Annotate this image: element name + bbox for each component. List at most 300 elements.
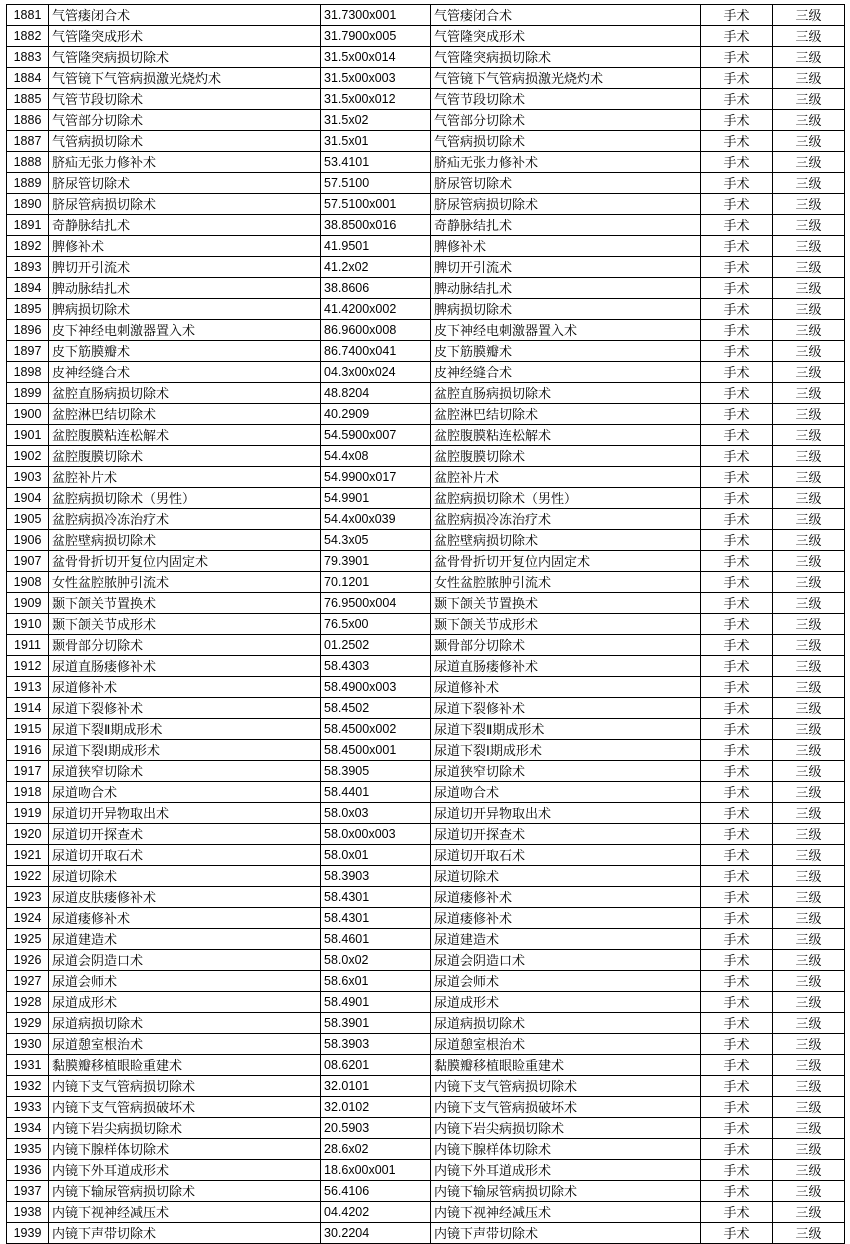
surgery-level-cell: 三级 (773, 719, 845, 740)
table-row (7, 614, 845, 635)
surgery-code-cell: 58.4900x003 (321, 677, 431, 698)
surgery-level-cell: 三级 (773, 488, 845, 509)
table-row (7, 215, 845, 236)
surgery-level-cell: 三级 (773, 1013, 845, 1034)
surgery-level-cell: 三级 (773, 1055, 845, 1076)
row-index-cell: 1893 (7, 257, 49, 278)
surgery-alias-cell: 气管部分切除术 (431, 110, 701, 131)
surgery-name-cell: 气管部分切除术 (49, 110, 321, 131)
surgery-alias-cell: 盆腔腹膜切除术 (431, 446, 701, 467)
surgery-code-cell: 31.5x02 (321, 110, 431, 131)
surgery-type-cell: 手术 (701, 1076, 773, 1097)
surgery-alias-cell: 颞下颌关节成形术 (431, 614, 701, 635)
row-index-cell: 1914 (7, 698, 49, 719)
surgery-alias-cell: 皮神经缝合术 (431, 362, 701, 383)
surgery-code-cell: 56.4106 (321, 1181, 431, 1202)
surgery-code-cell: 28.6x02 (321, 1139, 431, 1160)
surgery-level-cell: 三级 (773, 614, 845, 635)
surgery-level-cell: 三级 (773, 761, 845, 782)
row-index-cell: 1927 (7, 971, 49, 992)
surgery-type-cell: 手术 (701, 530, 773, 551)
surgery-code-cell: 58.0x02 (321, 950, 431, 971)
surgery-level-cell: 三级 (773, 341, 845, 362)
surgery-type-cell: 手术 (701, 236, 773, 257)
surgery-code-cell: 58.4401 (321, 782, 431, 803)
surgery-name-cell: 内镜下岩尖病损切除术 (49, 1118, 321, 1139)
surgery-alias-cell: 尿道成形术 (431, 992, 701, 1013)
surgery-type-cell: 手术 (701, 278, 773, 299)
surgery-code-cell: 57.5100x001 (321, 194, 431, 215)
table-row (7, 173, 845, 194)
surgery-level-cell: 三级 (773, 824, 845, 845)
row-index-cell: 1898 (7, 362, 49, 383)
surgery-alias-cell: 盆腔病损切除术（男性） (431, 488, 701, 509)
surgery-alias-cell: 气管病损切除术 (431, 131, 701, 152)
surgery-level-cell: 三级 (773, 551, 845, 572)
surgery-name-cell: 盆腔腹膜粘连松解术 (49, 425, 321, 446)
surgery-type-cell: 手术 (701, 215, 773, 236)
surgery-level-cell: 三级 (773, 1181, 845, 1202)
surgery-name-cell: 气管病损切除术 (49, 131, 321, 152)
surgery-name-cell: 脐尿管病损切除术 (49, 194, 321, 215)
surgery-alias-cell: 脐尿管病损切除术 (431, 194, 701, 215)
row-index-cell: 1933 (7, 1097, 49, 1118)
surgery-name-cell: 尿道皮肤瘘修补术 (49, 887, 321, 908)
surgery-type-cell: 手术 (701, 614, 773, 635)
surgery-code-cell: 31.5x00x012 (321, 89, 431, 110)
surgery-code-cell: 76.9500x004 (321, 593, 431, 614)
surgery-alias-cell: 尿道吻合术 (431, 782, 701, 803)
surgery-level-cell: 三级 (773, 908, 845, 929)
surgery-code-cell: 54.5900x007 (321, 425, 431, 446)
surgery-alias-cell: 脐尿管切除术 (431, 173, 701, 194)
surgery-alias-cell: 盆腔补片术 (431, 467, 701, 488)
surgery-name-cell: 脾病损切除术 (49, 299, 321, 320)
surgery-alias-cell: 尿道病损切除术 (431, 1013, 701, 1034)
surgery-code-cell: 18.6x00x001 (321, 1160, 431, 1181)
surgery-alias-cell: 内镜下支气管病损破坏术 (431, 1097, 701, 1118)
surgery-level-cell: 三级 (773, 173, 845, 194)
row-index-cell: 1900 (7, 404, 49, 425)
surgery-level-cell: 三级 (773, 803, 845, 824)
surgery-name-cell: 脾修补术 (49, 236, 321, 257)
surgery-name-cell: 女性盆腔脓肿引流术 (49, 572, 321, 593)
table-row (7, 824, 845, 845)
table-row (7, 1055, 845, 1076)
surgery-name-cell: 盆腔壁病损切除术 (49, 530, 321, 551)
row-index-cell: 1897 (7, 341, 49, 362)
surgery-code-cell: 40.2909 (321, 404, 431, 425)
surgery-name-cell: 奇静脉结扎术 (49, 215, 321, 236)
surgery-level-cell: 三级 (773, 782, 845, 803)
surgery-alias-cell: 尿道憩室根治术 (431, 1034, 701, 1055)
surgery-level-cell: 三级 (773, 320, 845, 341)
table-row (7, 656, 845, 677)
table-row (7, 320, 845, 341)
surgery-name-cell: 盆腔腹膜切除术 (49, 446, 321, 467)
surgery-name-cell: 尿道下裂Ⅱ期成形术 (49, 719, 321, 740)
surgery-code-cell: 54.4x08 (321, 446, 431, 467)
table-row (7, 992, 845, 1013)
surgery-alias-cell: 盆腔病损冷冻治疗术 (431, 509, 701, 530)
surgery-level-cell: 三级 (773, 1223, 845, 1244)
surgery-code-cell: 58.4901 (321, 992, 431, 1013)
table-row (7, 1202, 845, 1223)
surgery-alias-cell: 尿道修补术 (431, 677, 701, 698)
surgery-alias-cell: 内镜下声带切除术 (431, 1223, 701, 1244)
table-row (7, 47, 845, 68)
table-row (7, 929, 845, 950)
surgery-level-cell: 三级 (773, 572, 845, 593)
surgery-alias-cell: 盆腔直肠病损切除术 (431, 383, 701, 404)
surgery-name-cell: 尿道吻合术 (49, 782, 321, 803)
surgery-level-cell: 三级 (773, 446, 845, 467)
row-index-cell: 1883 (7, 47, 49, 68)
surgery-type-cell: 手术 (701, 1139, 773, 1160)
surgery-alias-cell: 盆腔腹膜粘连松解术 (431, 425, 701, 446)
row-index-cell: 1921 (7, 845, 49, 866)
table-row (7, 1076, 845, 1097)
row-index-cell: 1915 (7, 719, 49, 740)
surgery-name-cell: 颞下颌关节置换术 (49, 593, 321, 614)
surgery-type-cell: 手术 (701, 362, 773, 383)
row-index-cell: 1896 (7, 320, 49, 341)
surgery-name-cell: 内镜下输尿管病损切除术 (49, 1181, 321, 1202)
surgery-name-cell: 盆腔病损切除术（男性） (49, 488, 321, 509)
surgery-code-cell: 57.5100 (321, 173, 431, 194)
surgery-level-cell: 三级 (773, 362, 845, 383)
surgery-name-cell: 气管隆突病损切除术 (49, 47, 321, 68)
table-row (7, 194, 845, 215)
row-index-cell: 1894 (7, 278, 49, 299)
surgery-level-cell: 三级 (773, 698, 845, 719)
table-row (7, 551, 845, 572)
surgery-name-cell: 气管镜下气管病损激光烧灼术 (49, 68, 321, 89)
table-row (7, 236, 845, 257)
row-index-cell: 1904 (7, 488, 49, 509)
surgery-type-cell: 手术 (701, 950, 773, 971)
surgery-type-cell: 手术 (701, 992, 773, 1013)
row-index-cell: 1926 (7, 950, 49, 971)
row-index-cell: 1892 (7, 236, 49, 257)
surgery-name-cell: 尿道建造术 (49, 929, 321, 950)
surgery-code-cell: 58.3901 (321, 1013, 431, 1034)
surgery-name-cell: 盆腔淋巴结切除术 (49, 404, 321, 425)
row-index-cell: 1937 (7, 1181, 49, 1202)
row-index-cell: 1909 (7, 593, 49, 614)
table-row (7, 1139, 845, 1160)
surgery-type-cell: 手术 (701, 677, 773, 698)
surgery-type-cell: 手术 (701, 908, 773, 929)
surgery-level-cell: 三级 (773, 1076, 845, 1097)
surgery-level-cell: 三级 (773, 1139, 845, 1160)
surgery-alias-cell: 内镜下视神经减压术 (431, 1202, 701, 1223)
table-row (7, 1013, 845, 1034)
surgery-level-cell: 三级 (773, 257, 845, 278)
row-index-cell: 1889 (7, 173, 49, 194)
surgery-level-cell: 三级 (773, 635, 845, 656)
surgery-code-cell: 58.0x00x003 (321, 824, 431, 845)
surgery-level-cell: 三级 (773, 530, 845, 551)
surgery-type-cell: 手术 (701, 1223, 773, 1244)
surgery-code-cell: 41.2x02 (321, 257, 431, 278)
row-index-cell: 1938 (7, 1202, 49, 1223)
surgery-alias-cell: 皮下筋膜瓣术 (431, 341, 701, 362)
surgery-alias-cell: 内镜下腺样体切除术 (431, 1139, 701, 1160)
surgery-level-cell: 三级 (773, 236, 845, 257)
surgery-name-cell: 尿道切开取石术 (49, 845, 321, 866)
table-row (7, 404, 845, 425)
surgery-alias-cell: 盆腔壁病损切除术 (431, 530, 701, 551)
surgery-name-cell: 气管瘘闭合术 (49, 5, 321, 26)
surgery-code-cell: 58.6x01 (321, 971, 431, 992)
row-index-cell: 1929 (7, 1013, 49, 1034)
row-index-cell: 1918 (7, 782, 49, 803)
surgery-alias-cell: 脐疝无张力修补术 (431, 152, 701, 173)
row-index-cell: 1924 (7, 908, 49, 929)
surgery-code-cell: 04.3x00x024 (321, 362, 431, 383)
surgery-type-cell: 手术 (701, 635, 773, 656)
surgery-type-cell: 手术 (701, 299, 773, 320)
table-row (7, 761, 845, 782)
surgery-type-cell: 手术 (701, 1160, 773, 1181)
surgery-code-cell: 41.4200x002 (321, 299, 431, 320)
surgery-type-cell: 手术 (701, 656, 773, 677)
surgery-code-cell: 54.9900x017 (321, 467, 431, 488)
surgery-code-cell: 58.4500x002 (321, 719, 431, 740)
table-row (7, 1160, 845, 1181)
surgery-type-cell: 手术 (701, 824, 773, 845)
surgery-code-cell: 08.6201 (321, 1055, 431, 1076)
row-index-cell: 1920 (7, 824, 49, 845)
surgery-name-cell: 气管节段切除术 (49, 89, 321, 110)
table-row (7, 446, 845, 467)
surgery-code-cell: 31.5x01 (321, 131, 431, 152)
surgery-alias-cell: 内镜下外耳道成形术 (431, 1160, 701, 1181)
surgery-type-cell: 手术 (701, 509, 773, 530)
table-row (7, 719, 845, 740)
table-row (7, 152, 845, 173)
surgery-code-cell: 20.5903 (321, 1118, 431, 1139)
row-index-cell: 1925 (7, 929, 49, 950)
surgery-type-cell: 手术 (701, 320, 773, 341)
surgery-code-cell: 32.0101 (321, 1076, 431, 1097)
surgery-type-cell: 手术 (701, 5, 773, 26)
surgery-name-cell: 内镜下外耳道成形术 (49, 1160, 321, 1181)
surgery-code-cell: 58.0x03 (321, 803, 431, 824)
surgery-name-cell: 盆腔补片术 (49, 467, 321, 488)
table-row (7, 866, 845, 887)
row-index-cell: 1902 (7, 446, 49, 467)
row-index-cell: 1934 (7, 1118, 49, 1139)
surgery-level-cell: 三级 (773, 866, 845, 887)
row-index-cell: 1881 (7, 5, 49, 26)
table-row (7, 1097, 845, 1118)
table-row (7, 425, 845, 446)
surgery-type-cell: 手术 (701, 47, 773, 68)
row-index-cell: 1913 (7, 677, 49, 698)
row-index-cell: 1928 (7, 992, 49, 1013)
row-index-cell: 1899 (7, 383, 49, 404)
surgery-code-cell: 01.2502 (321, 635, 431, 656)
table-row (7, 1118, 845, 1139)
surgery-code-cell: 79.3901 (321, 551, 431, 572)
surgery-name-cell: 盆骨骨折切开复位内固定术 (49, 551, 321, 572)
table-row (7, 950, 845, 971)
surgery-alias-cell: 盆骨骨折切开复位内固定术 (431, 551, 701, 572)
surgery-type-cell: 手术 (701, 1013, 773, 1034)
surgery-code-cell: 54.3x05 (321, 530, 431, 551)
surgery-code-cell: 04.4202 (321, 1202, 431, 1223)
row-index-cell: 1911 (7, 635, 49, 656)
surgery-type-cell: 手术 (701, 887, 773, 908)
table-row (7, 110, 845, 131)
row-index-cell: 1923 (7, 887, 49, 908)
surgery-type-cell: 手术 (701, 1055, 773, 1076)
surgery-code-cell: 31.5x00x003 (321, 68, 431, 89)
row-index-cell: 1936 (7, 1160, 49, 1181)
surgery-code-cell: 86.7400x041 (321, 341, 431, 362)
surgery-code-cell: 31.7900x005 (321, 26, 431, 47)
table-row (7, 341, 845, 362)
surgery-name-cell: 内镜下视神经减压术 (49, 1202, 321, 1223)
surgery-name-cell: 颞下颌关节成形术 (49, 614, 321, 635)
surgery-level-cell: 三级 (773, 1097, 845, 1118)
table-row (7, 299, 845, 320)
surgery-type-cell: 手术 (701, 740, 773, 761)
table-row (7, 971, 845, 992)
row-index-cell: 1888 (7, 152, 49, 173)
surgery-type-cell: 手术 (701, 173, 773, 194)
table-row (7, 467, 845, 488)
surgery-alias-cell: 内镜下支气管病损切除术 (431, 1076, 701, 1097)
surgery-code-cell: 31.7300x001 (321, 5, 431, 26)
surgery-type-cell: 手术 (701, 257, 773, 278)
surgery-level-cell: 三级 (773, 194, 845, 215)
surgery-name-cell: 尿道病损切除术 (49, 1013, 321, 1034)
surgery-name-cell: 内镜下支气管病损切除术 (49, 1076, 321, 1097)
surgery-type-cell: 手术 (701, 929, 773, 950)
surgery-alias-cell: 尿道切开异物取出术 (431, 803, 701, 824)
surgery-level-cell: 三级 (773, 887, 845, 908)
surgery-type-cell: 手术 (701, 488, 773, 509)
surgery-level-cell: 三级 (773, 1160, 845, 1181)
surgery-code-cell: 58.0x01 (321, 845, 431, 866)
row-index-cell: 1922 (7, 866, 49, 887)
surgery-code-cell: 31.5x00x014 (321, 47, 431, 68)
row-index-cell: 1886 (7, 110, 49, 131)
surgery-name-cell: 内镜下支气管病损破坏术 (49, 1097, 321, 1118)
surgery-level-cell: 三级 (773, 152, 845, 173)
table-row (7, 488, 845, 509)
row-index-cell: 1912 (7, 656, 49, 677)
row-index-cell: 1903 (7, 467, 49, 488)
row-index-cell: 1906 (7, 530, 49, 551)
table-row (7, 593, 845, 614)
surgery-name-cell: 尿道憩室根治术 (49, 1034, 321, 1055)
surgery-name-cell: 内镜下声带切除术 (49, 1223, 321, 1244)
surgery-code-cell: 54.9901 (321, 488, 431, 509)
surgery-type-cell: 手术 (701, 866, 773, 887)
table-row (7, 803, 845, 824)
surgery-level-cell: 三级 (773, 404, 845, 425)
surgery-alias-cell: 尿道建造术 (431, 929, 701, 950)
table-row (7, 845, 845, 866)
surgery-type-cell: 手术 (701, 1034, 773, 1055)
surgery-level-cell: 三级 (773, 677, 845, 698)
table-row (7, 530, 845, 551)
table-row (7, 572, 845, 593)
row-index-cell: 1919 (7, 803, 49, 824)
row-index-cell: 1884 (7, 68, 49, 89)
row-index-cell: 1916 (7, 740, 49, 761)
surgery-level-cell: 三级 (773, 425, 845, 446)
surgery-code-cell: 32.0102 (321, 1097, 431, 1118)
surgery-type-cell: 手术 (701, 404, 773, 425)
surgery-level-cell: 三级 (773, 971, 845, 992)
surgery-type-cell: 手术 (701, 152, 773, 173)
surgery-name-cell: 盆腔病损冷冻治疗术 (49, 509, 321, 530)
table-row (7, 1181, 845, 1202)
row-index-cell: 1939 (7, 1223, 49, 1244)
surgery-alias-cell: 气管镜下气管病损激光烧灼术 (431, 68, 701, 89)
row-index-cell: 1907 (7, 551, 49, 572)
surgery-level-cell: 三级 (773, 593, 845, 614)
surgery-code-cell: 53.4101 (321, 152, 431, 173)
table-body (7, 5, 845, 1244)
surgery-alias-cell: 颞下颌关节置换术 (431, 593, 701, 614)
surgery-code-cell: 58.4601 (321, 929, 431, 950)
surgery-alias-cell: 女性盆腔脓肿引流术 (431, 572, 701, 593)
surgery-code-cell: 41.9501 (321, 236, 431, 257)
row-index-cell: 1910 (7, 614, 49, 635)
surgery-type-cell: 手术 (701, 383, 773, 404)
surgery-alias-cell: 内镜下岩尖病损切除术 (431, 1118, 701, 1139)
row-index-cell: 1917 (7, 761, 49, 782)
surgery-level-cell: 三级 (773, 740, 845, 761)
surgery-type-cell: 手术 (701, 110, 773, 131)
surgery-code-cell: 86.9600x008 (321, 320, 431, 341)
surgery-code-cell: 58.4500x001 (321, 740, 431, 761)
surgery-name-cell: 皮神经缝合术 (49, 362, 321, 383)
surgery-alias-cell: 尿道会师术 (431, 971, 701, 992)
surgery-type-cell: 手术 (701, 845, 773, 866)
surgery-alias-cell: 皮下神经电刺激器置入术 (431, 320, 701, 341)
surgery-alias-cell: 黏膜瓣移植眼睑重建术 (431, 1055, 701, 1076)
surgery-alias-cell: 气管隆突病损切除术 (431, 47, 701, 68)
surgery-level-cell: 三级 (773, 656, 845, 677)
table-row (7, 68, 845, 89)
surgery-level-cell: 三级 (773, 110, 845, 131)
table-row (7, 89, 845, 110)
surgery-level-cell: 三级 (773, 89, 845, 110)
table-row (7, 1223, 845, 1244)
table-row (7, 5, 845, 26)
surgery-code-cell: 58.4301 (321, 908, 431, 929)
surgery-code-cell: 58.4301 (321, 887, 431, 908)
row-index-cell: 1905 (7, 509, 49, 530)
surgery-type-cell: 手术 (701, 341, 773, 362)
surgery-name-cell: 皮下筋膜瓣术 (49, 341, 321, 362)
surgery-name-cell: 脐疝无张力修补术 (49, 152, 321, 173)
surgery-alias-cell: 尿道切开探查术 (431, 824, 701, 845)
surgery-name-cell: 盆腔直肠病损切除术 (49, 383, 321, 404)
surgery-level-cell: 三级 (773, 1202, 845, 1223)
surgery-name-cell: 尿道切开异物取出术 (49, 803, 321, 824)
row-index-cell: 1891 (7, 215, 49, 236)
surgery-name-cell: 尿道切开探查术 (49, 824, 321, 845)
surgery-code-cell: 58.3903 (321, 866, 431, 887)
